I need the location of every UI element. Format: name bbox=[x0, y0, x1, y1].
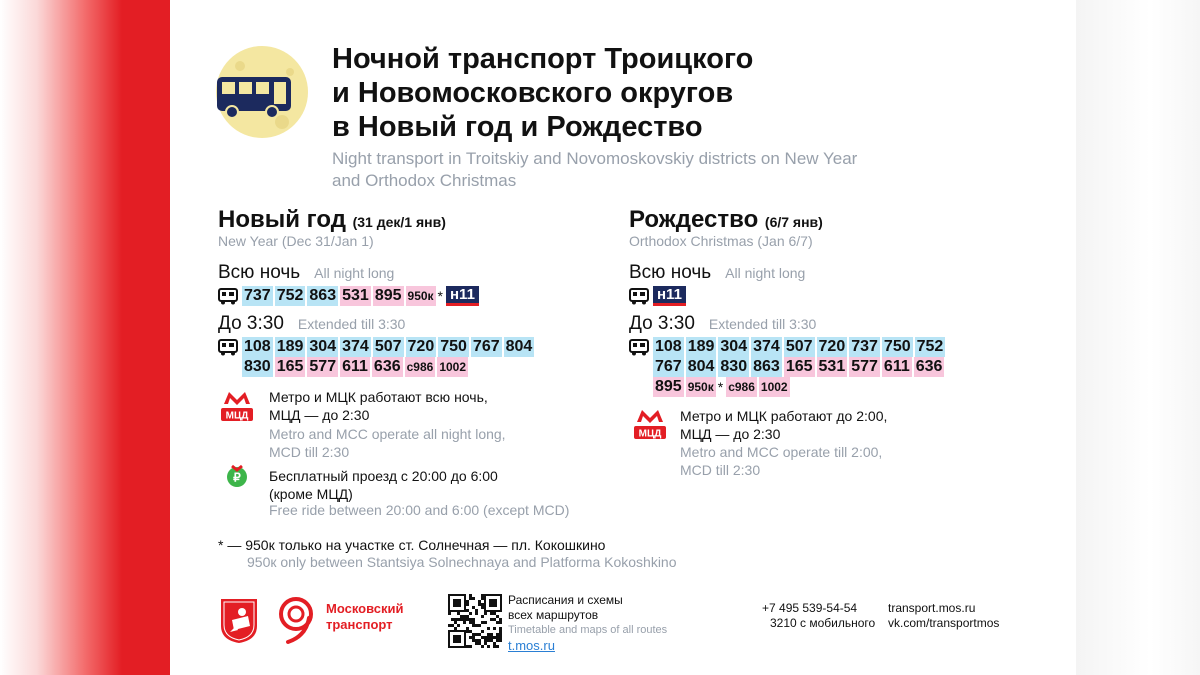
new-year-till-routes-row2 bbox=[242, 357, 470, 377]
christmas-till-heading bbox=[629, 313, 816, 335]
schedules-link[interactable]: t.mos.ru bbox=[508, 638, 555, 653]
metro-note-line-1: Метро и МЦК работают до 2:00, bbox=[680, 408, 888, 424]
route-chip: 611 bbox=[883, 358, 910, 375]
christmas-metro-note bbox=[680, 407, 887, 443]
route-chip: 895 bbox=[655, 378, 682, 395]
route-chip: 804 bbox=[505, 338, 533, 355]
schedules-line-2: всех маршрутов bbox=[508, 608, 599, 622]
route-chip: 737 bbox=[244, 287, 271, 304]
route-chip: 895 bbox=[374, 287, 402, 304]
site-link[interactable]: transport.mos.ru bbox=[888, 601, 976, 615]
till-label: До 3:30 bbox=[218, 313, 284, 334]
new-year-date: (31 дек/1 янв) bbox=[352, 214, 446, 230]
route-chip: 1002 bbox=[437, 357, 468, 377]
vk-link[interactable]: vk.com/transportmos bbox=[888, 616, 1000, 630]
phone-number[interactable]: +7 495 539-54-54 bbox=[762, 601, 858, 615]
route-chip: 531 bbox=[818, 358, 846, 375]
christmas-title-text: Рождество bbox=[629, 206, 759, 233]
all-night-label: Всю ночь bbox=[218, 262, 301, 283]
route-chip: 507 bbox=[785, 338, 813, 355]
free-note-line-1: Бесплатный проезд с 20:00 до 6:00 bbox=[269, 468, 498, 484]
christmas-metro-note-en bbox=[680, 443, 882, 479]
route-chip: 752 bbox=[916, 338, 944, 355]
till-label: До 3:30 bbox=[629, 313, 695, 334]
subtitle-line-1: Night transport in Troitskiy and Novomoskovskiy districts on New Year bbox=[332, 149, 858, 168]
till-en: Extended till 3:30 bbox=[297, 316, 406, 332]
new-year-title bbox=[218, 206, 446, 234]
route-chip: 737 bbox=[851, 338, 878, 355]
route-chip: 304 bbox=[720, 338, 748, 355]
footnote-star: * bbox=[437, 288, 443, 304]
route-chip: с986 bbox=[726, 377, 757, 397]
qr-code-icon bbox=[448, 594, 502, 648]
route-chip: с986 bbox=[405, 357, 436, 377]
free-ride-note bbox=[269, 467, 498, 503]
svg-text:₽: ₽ bbox=[233, 470, 241, 485]
christmas-all-night-heading bbox=[629, 262, 805, 284]
bus-icon bbox=[629, 339, 649, 356]
night-route-chip: н11 bbox=[446, 286, 479, 306]
new-year-metro-note bbox=[269, 388, 488, 424]
christmas-title-en: Orthodox Christmas (Jan 6/7) bbox=[629, 233, 813, 249]
route-chip: 165 bbox=[276, 358, 304, 375]
brand-line-2: транспорт bbox=[326, 617, 393, 632]
route-chip: 374 bbox=[342, 338, 369, 355]
page-title bbox=[332, 42, 753, 144]
route-chip: 950к bbox=[686, 377, 716, 397]
title-line-3: в Новый год и Рождество bbox=[332, 111, 703, 143]
subtitle-line-2: and Orthodox Christmas bbox=[332, 171, 517, 190]
svg-text:МЦД: МЦД bbox=[225, 410, 249, 422]
svg-text:МЦД: МЦД bbox=[638, 428, 662, 440]
metro-mcd-icon bbox=[219, 390, 255, 422]
new-year-all-night-routes bbox=[218, 286, 481, 306]
night-route-chip: н11 bbox=[653, 286, 686, 306]
route-chip: 720 bbox=[407, 338, 435, 355]
route-chip: 863 bbox=[753, 358, 780, 375]
route-chip: 752 bbox=[276, 287, 304, 304]
all-night-en: All night long bbox=[725, 265, 806, 281]
route-chip: 577 bbox=[851, 358, 878, 375]
route-chip: 863 bbox=[309, 287, 337, 304]
metro-note-line-2: МЦД — до 2:30 bbox=[269, 407, 370, 423]
bus-icon bbox=[218, 339, 238, 356]
route-chip: 830 bbox=[244, 358, 271, 375]
route-chip: 189 bbox=[276, 338, 304, 355]
metro-note-en-line-1: Metro and MCC operate all night long, bbox=[269, 426, 506, 442]
free-ride-icon bbox=[224, 462, 250, 488]
metro-note-en-line-2: MCD till 2:30 bbox=[680, 462, 761, 478]
right-background bbox=[1076, 0, 1200, 675]
route-chip: 531 bbox=[342, 287, 369, 304]
schedules-info bbox=[508, 593, 667, 653]
brand-line-1: Московский bbox=[326, 601, 404, 616]
metro-note-line-2: МЦД — до 2:30 bbox=[680, 426, 781, 442]
till-en: Extended till 3:30 bbox=[708, 316, 817, 332]
mobile-number: 3210 с мобильного bbox=[770, 616, 876, 630]
route-chip: 804 bbox=[687, 358, 715, 375]
christmas-till-routes-row1 bbox=[629, 337, 947, 357]
metro-note-line-1: Метро и МЦК работают всю ночь, bbox=[269, 389, 488, 405]
phone-info bbox=[762, 601, 875, 631]
christmas-till-routes-row2 bbox=[653, 357, 946, 377]
footnote-star: * bbox=[717, 379, 724, 395]
route-chip: 750 bbox=[883, 338, 911, 355]
christmas-date: (6/7 янв) bbox=[764, 214, 823, 230]
metro-mcd-icon bbox=[632, 408, 668, 440]
moscow-transport-brand bbox=[326, 601, 404, 633]
new-year-title-en: New Year (Dec 31/Jan 1) bbox=[218, 233, 374, 249]
route-chip: 165 bbox=[785, 358, 813, 375]
christmas-title bbox=[629, 206, 823, 234]
route-chip: 108 bbox=[244, 338, 271, 355]
free-ride-note-en: Free ride between 20:00 and 6:00 (except MCD) bbox=[269, 502, 570, 518]
web-links bbox=[888, 601, 999, 631]
schedules-en: Timetable and maps of all routes bbox=[508, 624, 668, 636]
moscow-coat-of-arms-icon bbox=[218, 596, 260, 644]
route-chip: 507 bbox=[374, 338, 402, 355]
bus-icon bbox=[218, 288, 238, 305]
new-year-till-routes-row1 bbox=[218, 337, 536, 357]
route-chip: 830 bbox=[720, 358, 748, 375]
route-chip: 108 bbox=[655, 338, 682, 355]
route-chip: 767 bbox=[655, 358, 682, 375]
route-chip: 636 bbox=[373, 358, 401, 375]
all-night-en: All night long bbox=[314, 265, 395, 281]
christmas-till-routes-row3 bbox=[653, 377, 792, 397]
route-chip: 189 bbox=[687, 338, 715, 355]
route-chip: 636 bbox=[915, 358, 943, 375]
christmas-all-night-routes bbox=[629, 286, 688, 306]
route-chip: 1002 bbox=[759, 377, 790, 397]
route-chip: 577 bbox=[309, 358, 337, 375]
route-chip: 750 bbox=[440, 338, 467, 355]
route-chip: 374 bbox=[753, 338, 780, 355]
schedules-line-1: Расписания и схемы bbox=[508, 593, 623, 607]
route-chip: 611 bbox=[342, 358, 368, 375]
left-red-stripe bbox=[122, 0, 170, 675]
footnote-ru: * — 950к только на участке ст. Солнечная — пл. Кокошкино bbox=[218, 537, 606, 553]
page-subtitle bbox=[332, 148, 857, 192]
metro-note-en-line-1: Metro and MCC operate till 2:00, bbox=[680, 444, 883, 460]
title-line-1: Ночной транспорт Троицкого bbox=[332, 43, 754, 75]
footnote-en: 950к only between Stantsiya Solnechnaya and Platforma Kokoshkino bbox=[247, 554, 677, 570]
new-year-till-heading bbox=[218, 313, 405, 335]
bus-icon bbox=[629, 288, 649, 305]
all-night-label: Всю ночь bbox=[629, 262, 712, 283]
left-background-fade bbox=[0, 0, 122, 675]
free-note-line-2: (кроме МЦД) bbox=[269, 486, 353, 502]
moscow-transport-logo-icon bbox=[272, 594, 320, 646]
new-year-metro-note-en bbox=[269, 425, 506, 461]
moon-bus-icon bbox=[212, 44, 312, 140]
route-chip: 767 bbox=[472, 338, 500, 355]
route-chip: 304 bbox=[309, 338, 337, 355]
metro-note-en-line-2: MCD till 2:30 bbox=[269, 444, 350, 460]
route-chip: 950к bbox=[406, 286, 436, 306]
new-year-title-text: Новый год bbox=[218, 206, 346, 233]
title-line-2: и Новомосковского округов bbox=[332, 77, 734, 109]
route-chip: 720 bbox=[818, 338, 846, 355]
new-year-all-night-heading bbox=[218, 262, 394, 284]
